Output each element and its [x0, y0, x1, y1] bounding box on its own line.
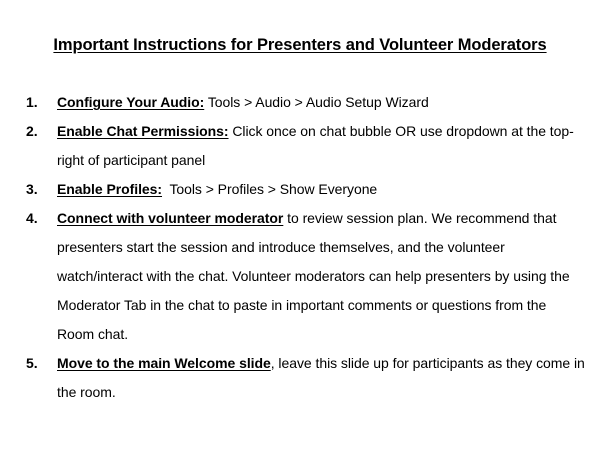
item-text: Tools > Audio > Audio Setup Wizard	[204, 94, 429, 110]
instruction-item-chat-permissions	[26, 117, 586, 175]
instruction-item-welcome-slide	[26, 349, 586, 407]
item-heading: Enable Profiles:	[57, 181, 163, 197]
item-heading: Enable Chat Permissions:	[57, 123, 229, 139]
item-heading: Move to the main Welcome slide	[57, 355, 271, 371]
item-heading: Connect with volunteer moderator	[57, 210, 284, 226]
item-text: to review session plan. We recommend that presenters start the session and introduce themselves, and the volunteer watch/interact with the chat. Volunteer moderators can help presenters by using the Moderator Tab in the chat to paste in important comments or questions from the Room chat.	[57, 210, 570, 342]
instruction-item-profiles	[26, 175, 586, 204]
slide-title: Important Instructions for Presenters and Volunteer Moderators	[53, 36, 547, 54]
instructions-list	[26, 88, 586, 407]
instruction-item-moderator	[26, 204, 586, 349]
item-number: 4.	[26, 210, 38, 226]
item-number: 5.	[26, 355, 38, 371]
item-number: 3.	[26, 181, 38, 197]
instruction-item-audio	[26, 88, 586, 117]
item-text: Tools > Profiles > Show Everyone	[162, 181, 378, 197]
item-text: Click once on chat bubble OR use dropdown at the top-right of participant panel	[57, 123, 574, 168]
item-number: 2.	[26, 123, 38, 139]
item-number: 1.	[26, 94, 38, 110]
item-text: , leave this slide up for participants as they come in the room.	[57, 355, 585, 400]
item-heading: Configure Your Audio:	[57, 94, 205, 110]
